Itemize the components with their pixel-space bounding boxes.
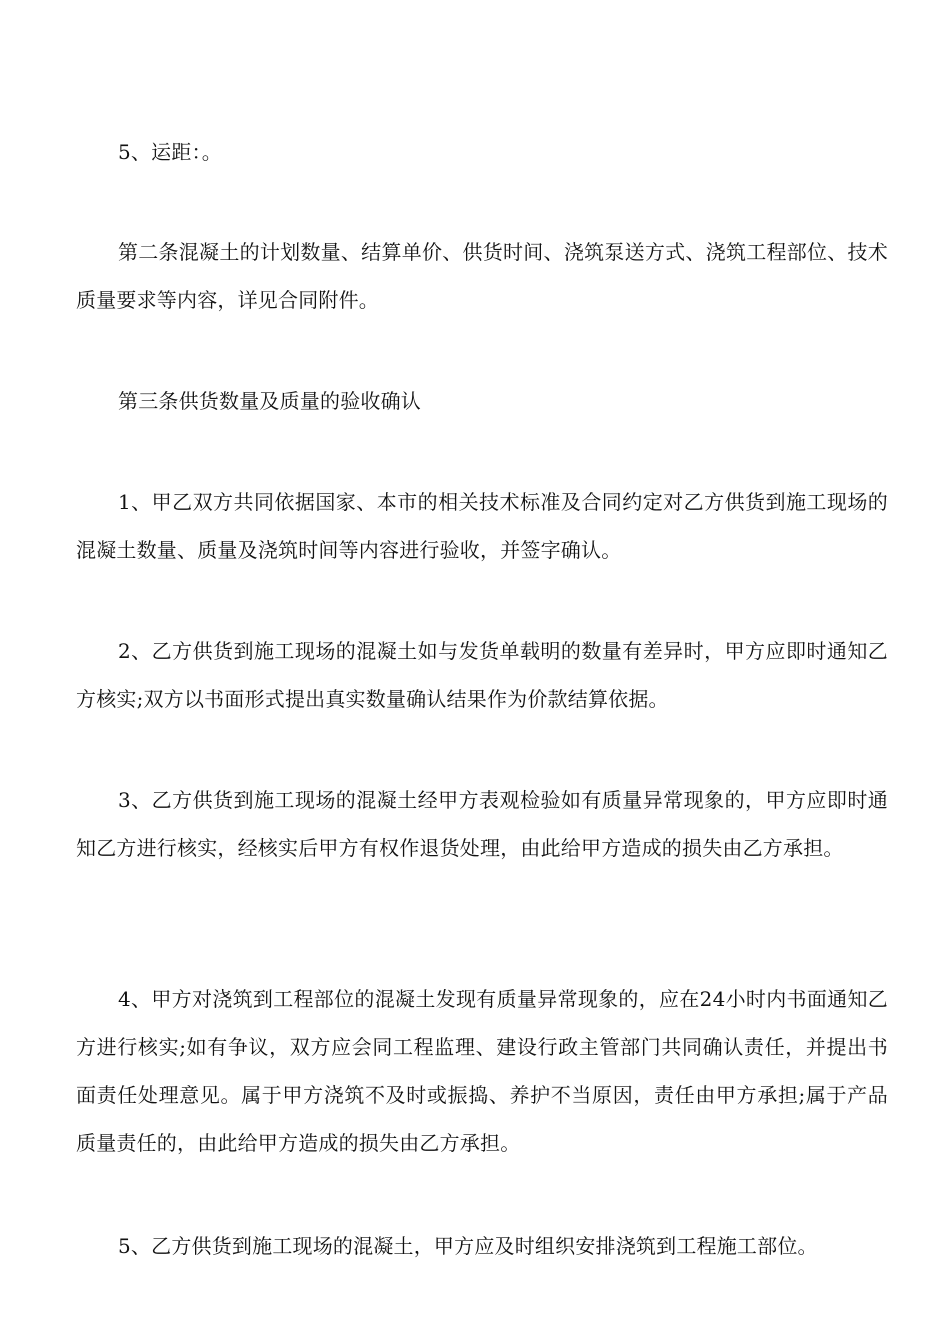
paragraph-clause-5: 5、乙方供货到施工现场的混凝土，甲方应及时组织安排浇筑到工程施工部位。: [118, 1234, 818, 1258]
paragraph-haul-distance: 5、运距：。: [118, 140, 222, 164]
paragraph-article-three-heading: 第三条供货数量及质量的验收确认: [118, 389, 421, 413]
paragraph-clause-4: 4、甲方对浇筑到工程部位的混凝土发现有质量异常现象的，应在24小时内书面通知乙方进行核实;如有争议，双方应会同工程监理、建设行政主管部门共同确认责任，并提出书面责任处理意见。属于甲方浇筑不及时或振捣、养护不当原因，责任由甲方承担;属于产品质量责任的，由此给甲方造成的损失由乙方承担。: [76, 987, 888, 1155]
paragraph-clause-3: 3、乙方供货到施工现场的混凝土经甲方表观检验如有质量异常现象的，甲方应即时通知乙方进行核实，经核实后甲方有权作退货处理，由此给甲方造成的损失由乙方承担。: [76, 788, 888, 860]
paragraph-clause-1: 1、甲乙双方共同依据国家、本市的相关技术标准及合同约定对乙方供货到施工现场的混凝土数量、质量及浇筑时间等内容进行验收，并签字确认。: [76, 490, 888, 562]
paragraph-clause-2: 2、乙方供货到施工现场的混凝土如与发货单载明的数量有差异时，甲方应即时通知乙方核实;双方以书面形式提出真实数量确认结果作为价款结算依据。: [76, 639, 888, 711]
paragraph-article-two: 第二条混凝土的计划数量、结算单价、供货时间、浇筑泵送方式、浇筑工程部位、技术质量要求等内容，详见合同附件。: [76, 240, 888, 312]
